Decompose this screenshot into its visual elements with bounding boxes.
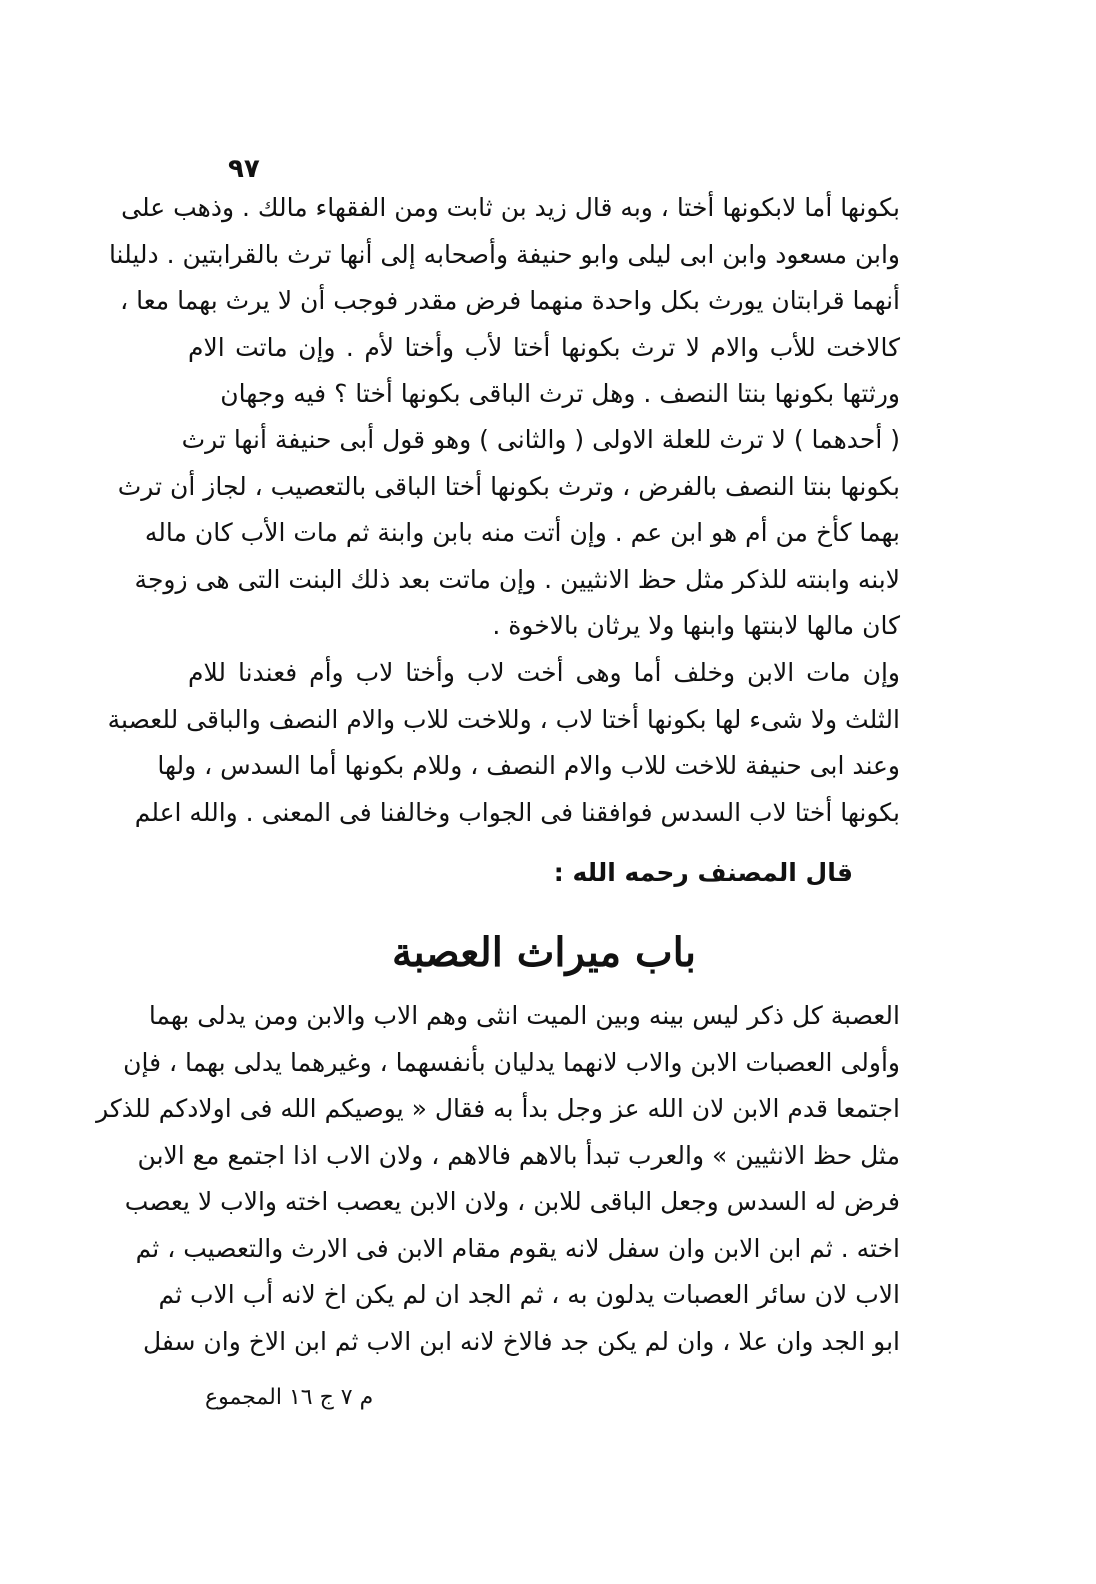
chapter-title: باب ميراث العصبة bbox=[392, 929, 696, 976]
text-line: وإن مات الابن وخلف أما وهى أخت لاب وأختا لاب وأم فعندنا للام bbox=[188, 658, 900, 687]
author-intro: قال المصنف رحمه الله : bbox=[553, 858, 853, 887]
text-line: بكونها أما لابكونها أختا ، وبه قال زيد بن ثابت ومن الفقهاء مالك . وذهب على bbox=[121, 193, 900, 222]
paragraph-1 bbox=[108, 185, 900, 418]
text-line: الثلث ولا شىء لها بكونها أختا لاب ، وللاخت للاب والام النصف والباقى للعصبة bbox=[107, 704, 900, 734]
text-line: الاب لان سائر العصبات يدلون به ، ثم الجد ان لم يكن اخ لانه أب الاب ثم bbox=[158, 1280, 900, 1309]
page-signature: م ٧ ج ١٦ المجموع bbox=[205, 1385, 374, 1410]
text-line: وأولى العصبات الابن والاب لانهما يدليان بأنفسهما ، وغيرهما يدلى بهما ، فإن bbox=[123, 1047, 900, 1077]
paragraph-3 bbox=[107, 650, 900, 836]
text-line: اخته . ثم ابن الابن وان سفل لانه يقوم مقام الابن فى الارث والتعصيب ، ثم bbox=[135, 1233, 900, 1263]
text-line: العصبة كل ذكر ليس بينه وبين الميت انثى وهم الاب والابن ومن يدلى بهما bbox=[148, 1001, 900, 1030]
text-line: ( أحدهما ) لا ترث للعلة الاولى ( والثانى ) وهو قول أبى حنيفة أنها ترث bbox=[181, 425, 900, 454]
text-line: كالاخت للأب والام لا ترث بكونها أختا لأب وأختا لأم . وإن ماتت الام bbox=[188, 332, 900, 362]
page-number: ٩٧ bbox=[228, 154, 260, 184]
text-line: وابن مسعود وابن ابى ليلى وابو حنيفة وأصحابه إلى أنها ترث بالقرابتين . دليلنا bbox=[108, 239, 900, 269]
text-line: أنهما قرابتان يورث بكل واحدة منهما فرض مقدر فوجب أن لا يرث بهما معا ، bbox=[120, 286, 900, 315]
text-line: كان مالها لابنتها وابنها ولا يرثان بالاخوة . bbox=[492, 611, 900, 640]
text-line: اجتمعا قدم الابن لان الله عز وجل بدأ به فقال « يوصيكم الله فى اولادكم للذكر bbox=[96, 1094, 900, 1123]
text-line: بكونها بنتا النصف بالفرض ، وترث بكونها أختا الباقى بالتعصيب ، لجاز أن ترث bbox=[117, 471, 900, 501]
text-line: وعند ابى حنيفة للاخت للاب والام النصف ، وللام بكونها أما السدس ، ولها bbox=[157, 751, 900, 780]
text-line: ورثتها بكونها بنتا النصف . وهل ترث الباقى بكونها أختا ؟ فيه وجهان bbox=[220, 379, 900, 408]
text-line: فرض له السدس وجعل الباقى للابن ، ولان الابن يعصب اخته والاب لا يعصب bbox=[124, 1187, 900, 1216]
chapter-paragraph bbox=[96, 993, 900, 1365]
text-line: لابنه وابنته للذكر مثل حظ الانثيين . وإن ماتت بعد ذلك البنت التى هى زوجة bbox=[134, 564, 900, 594]
text-line: بكونها أختا لاب السدس فوافقنا فى الجواب وخالفنا فى المعنى . والله اعلم bbox=[134, 797, 900, 827]
paragraph-2 bbox=[117, 417, 900, 650]
text-line: بهما كأخ من أم هو ابن عم . وإن أتت منه بابن وابنة ثم مات الأب كان ماله bbox=[144, 518, 900, 547]
text-line: ابو الجد وان علا ، وان لم يكن جد فالاخ لانه ابن الاب ثم ابن الاخ وان سفل bbox=[142, 1326, 900, 1356]
text-line: مثل حظ الانثيين » والعرب تبدأ بالاهم فالاهم ، ولان الاب اذا اجتمع مع الابن bbox=[137, 1140, 900, 1170]
